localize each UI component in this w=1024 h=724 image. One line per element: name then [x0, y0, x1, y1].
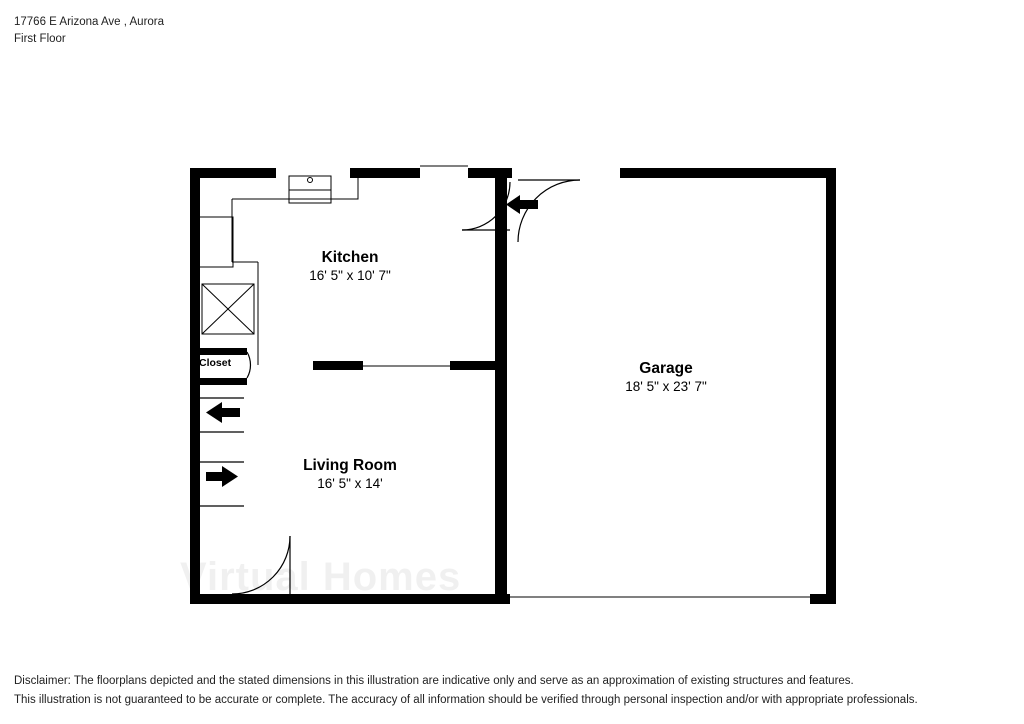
room-name: Garage [639, 360, 693, 377]
room-dimensions: 16' 5" x 10' 7" [309, 268, 391, 283]
disclaimer-line-2: This illustration is not guaranteed to be accurate or complete. The accuracy of all information should be verified through personal inspection and/or with appropriate professionals. [14, 694, 918, 706]
disclaimer [14, 672, 1004, 710]
room-dimensions: 18' 5" x 23' 7" [625, 379, 707, 394]
watermark: Virtual Homes [180, 555, 462, 599]
room-name: Living Room [303, 457, 397, 474]
disclaimer-line-1: Disclaimer: The floorplans depicted and the stated dimensions in this illustration are indicative only and serve as an approximation of existing structures and features. [14, 675, 854, 687]
room-label-living-room [250, 456, 450, 493]
arrow-entry-hall [506, 195, 538, 214]
direction-arrows [206, 195, 538, 487]
arrow-left-upper [206, 402, 240, 423]
room-dimensions: 16' 5" x 14' [317, 476, 383, 491]
room-label-garage [561, 359, 771, 396]
room-name: Kitchen [321, 249, 379, 266]
closet-label: Closet [199, 357, 232, 369]
room-label-kitchen [250, 248, 450, 285]
property-address: 17766 E Arizona Ave , Aurora [14, 16, 165, 28]
door-swings [232, 180, 580, 594]
arrow-left-lower [206, 466, 238, 487]
floor-label: First Floor [14, 33, 66, 45]
